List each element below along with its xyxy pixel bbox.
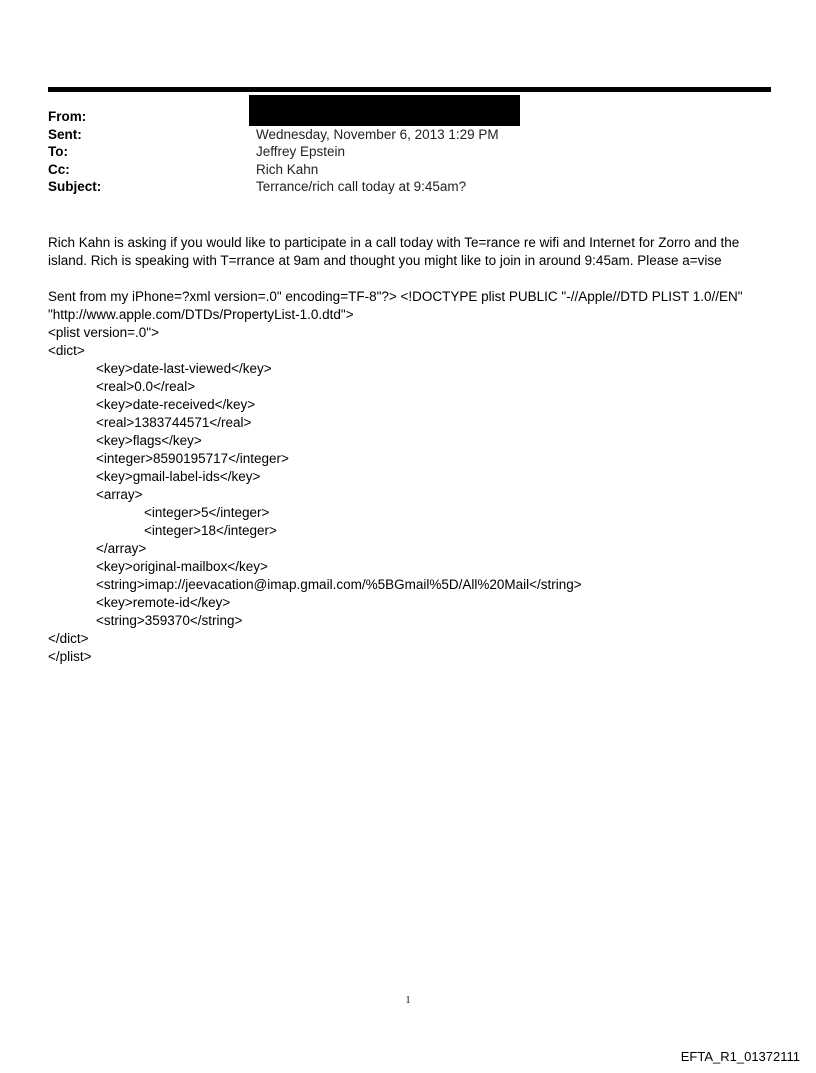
page-number: 1 <box>405 995 411 1006</box>
plist-line: <key>flags</key> <box>96 433 202 448</box>
sent-value: Wednesday, November 6, 2013 1:29 PM <box>256 126 499 142</box>
signature-line: Sent from my iPhone=?xml version=.0" encoding=TF-8"?> <!DOCTYPE plist PUBLIC "-//Apple//DTD PLIST 1.0//EN" <box>48 289 743 304</box>
from-label: From: <box>48 109 87 124</box>
plist-line: <key>original-mailbox</key> <box>96 559 268 574</box>
plist-line: <key>gmail-label-ids</key> <box>96 469 261 484</box>
plist-line: </plist> <box>48 649 92 664</box>
plist-line: <dict> <box>48 343 85 358</box>
to-row <box>48 143 771 161</box>
from-row <box>48 108 771 126</box>
plist-line: <key>remote-id</key> <box>96 595 231 610</box>
cc-label: Cc: <box>48 161 70 177</box>
plist-line: "http://www.apple.com/DTDs/PropertyList-1.0.dtd"> <box>48 307 354 322</box>
cc-value: Rich Kahn <box>256 161 319 177</box>
sent-row <box>48 126 771 144</box>
subject-value: Terrance/rich call today at 9:45am? <box>256 179 467 194</box>
paragraph-gap <box>48 270 778 288</box>
email-header <box>48 108 771 196</box>
cc-row <box>48 161 771 179</box>
plist-line: <key>date-last-viewed</key> <box>96 361 272 376</box>
header-top-rule <box>48 87 771 92</box>
plist-line: <plist version=.0"> <box>48 325 159 340</box>
plist-line: </array> <box>96 541 147 556</box>
plist-line: <integer>18</integer> <box>144 523 277 538</box>
plist-line: <string>imap://jeevacation@imap.gmail.com/%5BGmail%5D/All%20Mail</string> <box>96 577 582 592</box>
plist-line: <array> <box>96 487 143 502</box>
plist-line: </dict> <box>48 631 89 646</box>
document-id: EFTA_R1_01372111 <box>680 1049 800 1064</box>
plist-block <box>48 288 778 666</box>
sent-label: Sent: <box>48 126 82 142</box>
message-paragraph <box>48 234 778 270</box>
email-body <box>48 234 778 666</box>
to-label: To: <box>48 144 68 159</box>
plist-line: <integer>8590195717</integer> <box>96 451 289 466</box>
to-value: Jeffrey Epstein <box>256 144 346 159</box>
plist-line: <string>359370</string> <box>96 613 243 628</box>
plist-line: <real>1383744571</real> <box>96 415 252 430</box>
subject-row <box>48 178 771 196</box>
subject-label: Subject: <box>48 179 102 194</box>
plist-line: <real>0.0</real> <box>96 379 196 394</box>
paragraph-line: Rich Kahn is asking if you would like to participate in a call today with Te=rance re wifi and Internet for Zorro and the <box>48 235 740 250</box>
plist-line: <key>date-received</key> <box>96 397 256 412</box>
from-value <box>256 108 771 126</box>
paragraph-line: island. Rich is speaking with T=rrance at 9am and thought you might like to join in around 9:45am. Please a=vise <box>48 253 722 268</box>
plist-line: <integer>5</integer> <box>144 505 270 520</box>
